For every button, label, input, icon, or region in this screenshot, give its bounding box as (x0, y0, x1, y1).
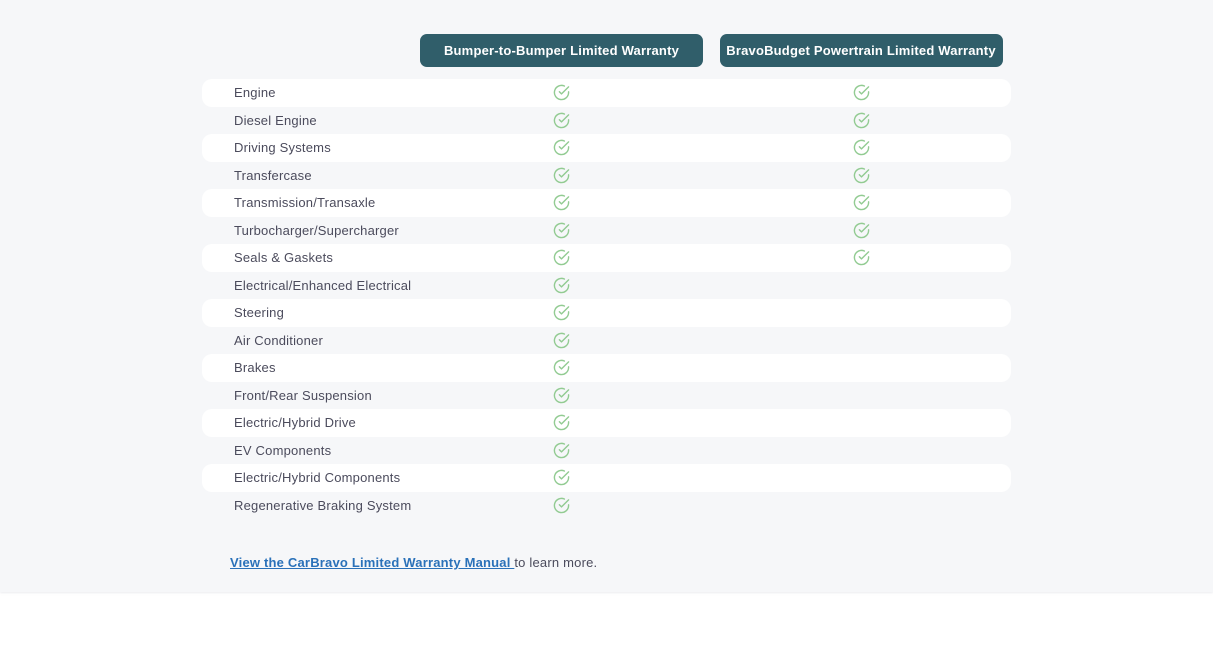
row-label: Engine (234, 85, 276, 101)
check-circle-icon (553, 84, 570, 101)
col2-check (711, 222, 1011, 239)
col1-check (412, 442, 711, 459)
check-circle-icon (853, 84, 870, 101)
col1-check (412, 469, 711, 486)
footer-note-suffix: to learn more. (514, 555, 598, 570)
check-circle-icon (553, 469, 570, 486)
table-row (202, 79, 1011, 107)
column-head-powertrain (711, 34, 1011, 67)
col1-check (412, 194, 711, 211)
table-row (202, 134, 1011, 162)
row-label: Driving Systems (234, 140, 331, 156)
table-row (202, 189, 1011, 217)
table-row (202, 327, 1011, 355)
row-label: Air Conditioner (234, 332, 323, 348)
check-circle-icon (553, 359, 570, 376)
col1-check (412, 414, 711, 431)
check-circle-icon (553, 222, 570, 239)
table-row (202, 244, 1011, 272)
row-label: Electric/Hybrid Drive (234, 415, 356, 431)
check-circle-icon (553, 414, 570, 431)
warranty-manual-link[interactable]: View the CarBravo Limited Warranty Manual (230, 555, 515, 570)
col1-check (412, 332, 711, 349)
check-circle-icon (553, 497, 570, 514)
check-circle-icon (553, 442, 570, 459)
row-label: Electric/Hybrid Components (234, 470, 401, 486)
row-label: Diesel Engine (234, 112, 317, 128)
warranty-table-header (202, 0, 1011, 67)
row-label: Regenerative Braking System (234, 497, 412, 513)
check-circle-icon (553, 304, 570, 321)
table-row (202, 162, 1011, 190)
warranty-table-body (202, 79, 1011, 519)
table-row (202, 382, 1011, 410)
bravobudget-powertrain-warranty-button[interactable]: BravoBudget Powertrain Limited Warranty (720, 34, 1003, 67)
check-circle-icon (853, 167, 870, 184)
warranty-table (202, 0, 1011, 570)
col1-check (412, 112, 711, 129)
col1-check (412, 387, 711, 404)
check-circle-icon (853, 194, 870, 211)
col1-check (412, 84, 711, 101)
row-label: Seals & Gaskets (234, 250, 334, 266)
check-circle-icon (553, 167, 570, 184)
table-row (202, 492, 1011, 520)
col2-check (711, 112, 1011, 129)
table-row (202, 217, 1011, 245)
row-label: Electrical/Enhanced Electrical (234, 277, 412, 293)
col2-check (711, 194, 1011, 211)
row-label: Turbocharger/Supercharger (234, 222, 399, 238)
col1-check (412, 497, 711, 514)
check-circle-icon (553, 194, 570, 211)
table-row (202, 272, 1011, 300)
col2-check (711, 84, 1011, 101)
footer-note (202, 555, 1011, 570)
check-circle-icon (553, 139, 570, 156)
check-circle-icon (853, 249, 870, 266)
table-row (202, 464, 1011, 492)
col1-check (412, 304, 711, 321)
col1-check (412, 277, 711, 294)
col1-check (412, 222, 711, 239)
col2-check (711, 249, 1011, 266)
check-circle-icon (553, 112, 570, 129)
table-row (202, 409, 1011, 437)
row-label: EV Components (234, 442, 332, 458)
table-row (202, 299, 1011, 327)
col1-check (412, 167, 711, 184)
check-circle-icon (553, 332, 570, 349)
check-circle-icon (853, 112, 870, 129)
row-label: Transmission/Transaxle (234, 195, 376, 211)
col2-check (711, 139, 1011, 156)
check-circle-icon (553, 277, 570, 294)
table-row (202, 437, 1011, 465)
row-label: Front/Rear Suspension (234, 387, 372, 403)
row-label: Brakes (234, 360, 276, 376)
check-circle-icon (853, 222, 870, 239)
col1-check (412, 249, 711, 266)
row-label: Transfercase (234, 167, 312, 183)
table-row (202, 107, 1011, 135)
check-circle-icon (853, 139, 870, 156)
col1-check (412, 139, 711, 156)
col1-check (412, 359, 711, 376)
table-row (202, 354, 1011, 382)
check-circle-icon (553, 387, 570, 404)
bumper-to-bumper-warranty-button[interactable]: Bumper-to-Bumper Limited Warranty (420, 34, 703, 67)
col2-check (711, 167, 1011, 184)
column-head-bumper-to-bumper (412, 34, 711, 67)
check-circle-icon (553, 249, 570, 266)
row-label: Steering (234, 305, 285, 321)
